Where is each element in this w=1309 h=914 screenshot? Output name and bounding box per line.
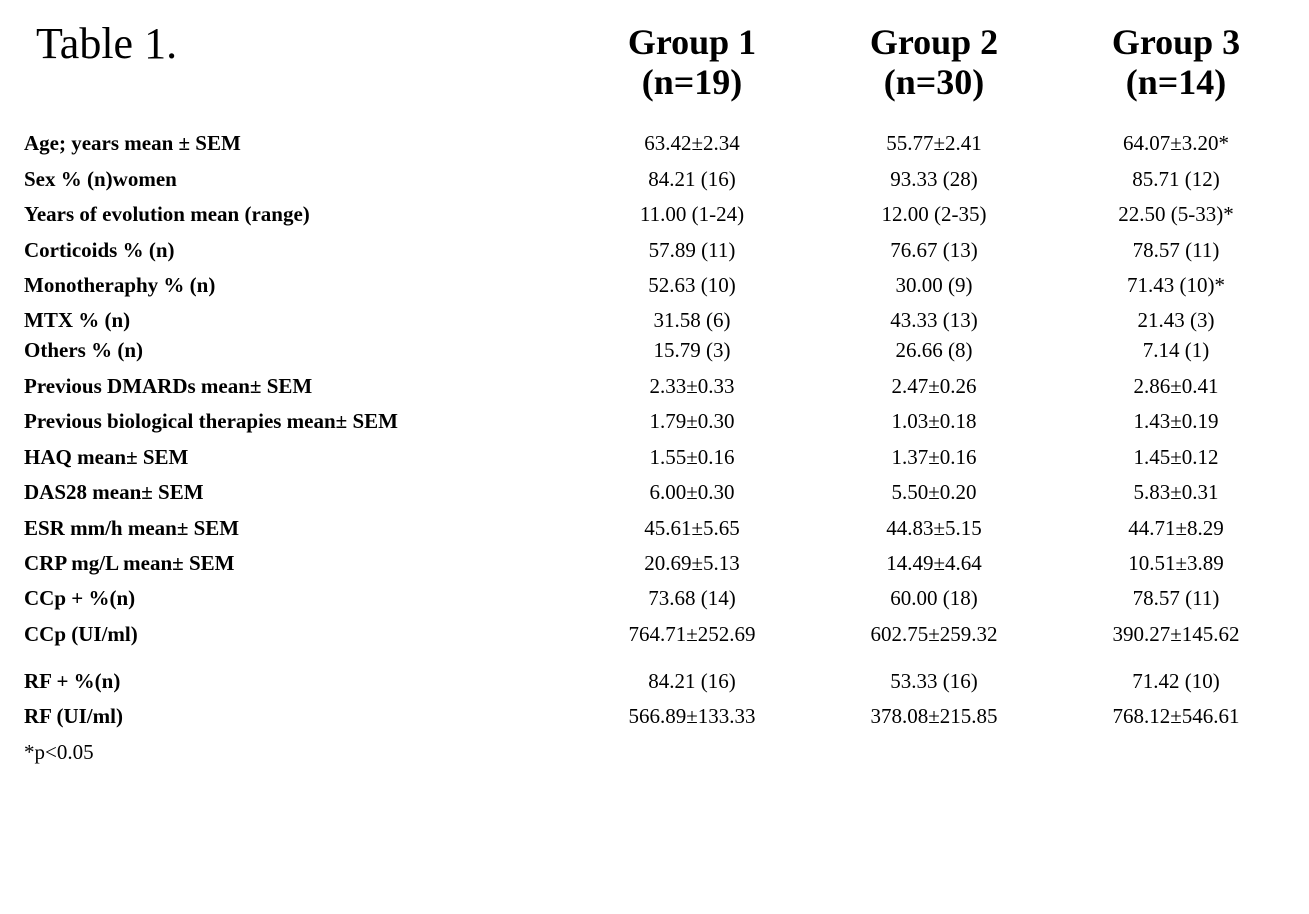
column-header-n: (n=30) xyxy=(883,62,985,102)
table-row xyxy=(0,236,1309,264)
column-header-n: (n=14) xyxy=(1125,62,1227,102)
cell-group-1: 31.58 (6) xyxy=(653,308,731,332)
cell-group-1: 15.79 (3) xyxy=(653,338,731,362)
cell-group-3: 78.57 (11) xyxy=(1132,238,1220,262)
table-title: Table 1. xyxy=(36,19,178,68)
row-label: CCp + %(n) xyxy=(24,586,136,610)
cell-group-2: 2.47±0.26 xyxy=(891,374,977,398)
row-label: RF + %(n) xyxy=(24,669,121,693)
cell-group-2: 1.37±0.16 xyxy=(891,445,977,469)
table-row xyxy=(0,306,1309,334)
row-label: ESR mm/h mean± SEM xyxy=(24,516,240,540)
table-row xyxy=(0,407,1309,435)
row-label: Previous DMARDs mean± SEM xyxy=(24,374,313,398)
cell-group-2: 12.00 (2-35) xyxy=(881,202,987,226)
cell-group-2: 5.50±0.20 xyxy=(891,480,977,504)
cell-group-2: 30.00 (9) xyxy=(895,273,973,297)
row-label: Sex % (n)women xyxy=(24,167,177,191)
row-label: Monotheraphy % (n) xyxy=(24,273,216,297)
cell-group-1: 84.21 (16) xyxy=(648,669,736,693)
table-row xyxy=(0,372,1309,400)
cell-group-3: 7.14 (1) xyxy=(1142,338,1210,362)
cell-group-3: 21.43 (3) xyxy=(1137,308,1215,332)
cell-group-1: 566.89±133.33 xyxy=(628,704,756,728)
cell-group-3: 5.83±0.31 xyxy=(1133,480,1219,504)
cell-group-3: 22.50 (5-33)* xyxy=(1118,202,1234,226)
cell-group-2: 53.33 (16) xyxy=(890,669,978,693)
cell-group-3: 78.57 (11) xyxy=(1132,586,1220,610)
table-row xyxy=(0,702,1309,730)
table-row xyxy=(0,549,1309,577)
cell-group-1: 764.71±252.69 xyxy=(628,622,756,646)
table-row xyxy=(0,336,1309,364)
cell-group-1: 73.68 (14) xyxy=(648,586,736,610)
cell-group-2: 602.75±259.32 xyxy=(870,622,998,646)
cell-group-1: 1.55±0.16 xyxy=(649,445,735,469)
cell-group-3: 10.51±3.89 xyxy=(1128,551,1224,575)
cell-group-3: 2.86±0.41 xyxy=(1133,374,1219,398)
cell-group-1: 11.00 (1-24) xyxy=(639,202,745,226)
row-label: Corticoids % (n) xyxy=(24,238,175,262)
row-label: Age; years mean ± SEM xyxy=(24,131,241,155)
row-label: CRP mg/L mean± SEM xyxy=(24,551,235,575)
cell-group-1: 57.89 (11) xyxy=(648,238,736,262)
cell-group-1: 1.79±0.30 xyxy=(649,409,735,433)
table-row xyxy=(0,200,1309,228)
table-row xyxy=(0,271,1309,299)
cell-group-1: 63.42±2.34 xyxy=(644,131,740,155)
cell-group-3: 64.07±3.20* xyxy=(1122,131,1230,155)
cell-group-1: 84.21 (16) xyxy=(648,167,736,191)
row-label: DAS28 mean± SEM xyxy=(24,480,204,504)
cell-group-1: 6.00±0.30 xyxy=(649,480,735,504)
cell-group-2: 93.33 (28) xyxy=(890,167,978,191)
cell-group-3: 1.45±0.12 xyxy=(1133,445,1219,469)
cell-group-1: 2.33±0.33 xyxy=(649,374,735,398)
column-header-group-3 xyxy=(1056,22,1296,102)
table-row xyxy=(0,443,1309,471)
cell-group-2: 1.03±0.18 xyxy=(891,409,977,433)
cell-group-2: 14.49±4.64 xyxy=(886,551,982,575)
row-label: RF (UI/ml) xyxy=(24,704,123,728)
cell-group-3: 85.71 (12) xyxy=(1132,167,1220,191)
footnote: *p<0.05 xyxy=(24,740,94,764)
cell-group-2: 44.83±5.15 xyxy=(886,516,982,540)
column-header-n: (n=19) xyxy=(641,62,743,102)
table-row xyxy=(0,165,1309,193)
cell-group-3: 71.43 (10)* xyxy=(1127,273,1225,297)
cell-group-2: 55.77±2.41 xyxy=(886,131,982,155)
cell-group-2: 60.00 (18) xyxy=(890,586,978,610)
table-row xyxy=(0,129,1309,157)
row-label: Previous biological therapies mean± SEM xyxy=(24,409,398,433)
cell-group-2: 378.08±215.85 xyxy=(870,704,998,728)
column-header-name: Group 2 xyxy=(869,22,999,62)
row-label: Others % (n) xyxy=(24,338,143,362)
column-header-name: Group 1 xyxy=(627,22,757,62)
cell-group-3: 1.43±0.19 xyxy=(1133,409,1219,433)
row-label: MTX % (n) xyxy=(24,308,131,332)
cell-group-1: 52.63 (10) xyxy=(648,273,736,297)
cell-group-3: 390.27±145.62 xyxy=(1112,622,1240,646)
table-row xyxy=(0,514,1309,542)
cell-group-1: 20.69±5.13 xyxy=(644,551,740,575)
cell-group-3: 44.71±8.29 xyxy=(1128,516,1224,540)
cell-group-3: 768.12±546.61 xyxy=(1112,704,1240,728)
row-label: HAQ mean± SEM xyxy=(24,445,189,469)
table-row xyxy=(0,620,1309,648)
cell-group-2: 76.67 (13) xyxy=(890,238,978,262)
table-row xyxy=(0,478,1309,506)
row-label: Years of evolution mean (range) xyxy=(24,202,310,226)
cell-group-3: 71.42 (10) xyxy=(1132,669,1220,693)
table-row xyxy=(0,584,1309,612)
row-label: CCp (UI/ml) xyxy=(24,622,138,646)
table-row xyxy=(0,667,1309,695)
column-header-group-2 xyxy=(814,22,1054,102)
column-header-name: Group 3 xyxy=(1111,22,1241,62)
cell-group-1: 45.61±5.65 xyxy=(644,516,740,540)
cell-group-2: 43.33 (13) xyxy=(890,308,978,332)
column-header-group-1 xyxy=(572,22,812,102)
cell-group-2: 26.66 (8) xyxy=(895,338,973,362)
